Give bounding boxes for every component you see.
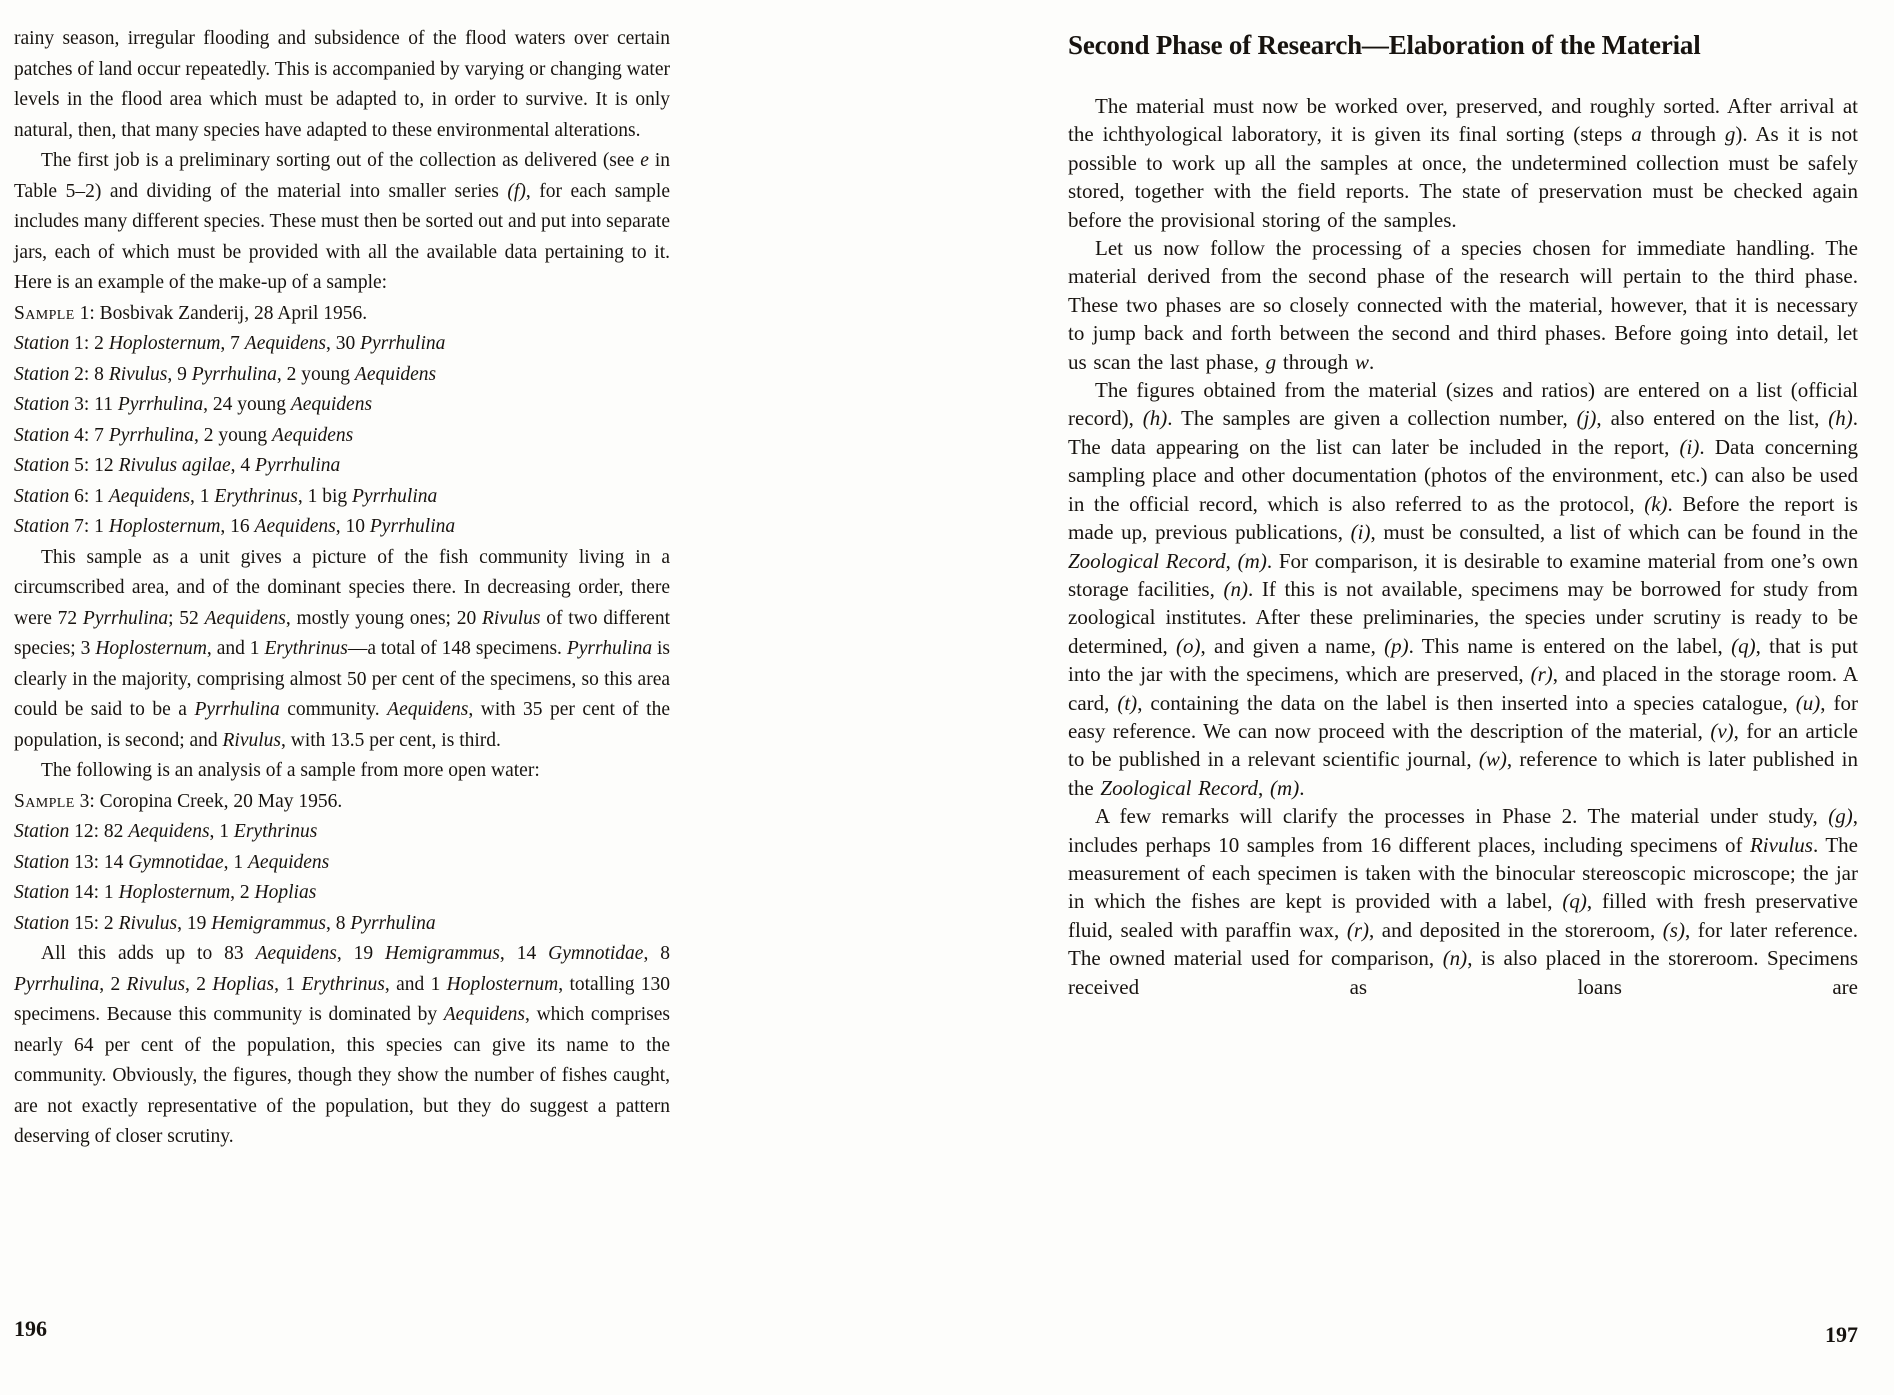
text-run: Rivulus — [126, 973, 186, 995]
text-run: , 1 — [223, 851, 248, 873]
station-line — [14, 451, 670, 482]
text-run: w — [1354, 349, 1369, 374]
text-run: Aequidens — [128, 821, 210, 842]
text-run: 4: 7 — [69, 424, 109, 446]
text-run: Rivulus — [222, 729, 282, 751]
text-run: , and 1 — [206, 638, 265, 659]
text-run: , 8 — [326, 912, 351, 934]
text-run: Aequidens — [248, 851, 330, 873]
text-run: 1: 2 — [69, 333, 109, 354]
text-run: (j) — [1576, 406, 1597, 431]
text-run: , mostly young ones; 20 — [285, 607, 482, 629]
text-run: , with 13.5 per cent, is third. — [281, 729, 501, 751]
text-run: The first job is a preliminary sorting out of the collection as delivered (see — [41, 150, 641, 171]
text-run: Pyrrhulina — [369, 516, 456, 537]
text-run: (n) — [1442, 946, 1468, 971]
text-run: (w) — [1478, 747, 1507, 772]
text-run: , 9 — [167, 363, 192, 385]
station-line — [14, 909, 670, 940]
text-run: 15: 2 — [69, 912, 119, 934]
text-run: g — [1724, 122, 1736, 147]
text-run: Station — [14, 821, 70, 842]
text-run: , includes perhaps 10 samples from 16 different places, including specimens of — [1068, 804, 1858, 857]
text-run: , 24 young — [203, 394, 291, 415]
text-run: (q) — [1562, 889, 1587, 914]
text-run: 12: 82 — [69, 821, 129, 842]
text-run: Erythrinus — [301, 973, 385, 995]
station-line — [14, 512, 670, 543]
text-run: Aequidens — [204, 607, 286, 629]
text-run: g — [1265, 349, 1277, 374]
text-run: , 2 young — [194, 424, 273, 446]
page-left — [14, 24, 670, 1153]
text-run: , must be consulted, a list of which can be found in the — [1370, 520, 1858, 545]
text-run: , 4 — [230, 455, 256, 476]
text-run: . — [1299, 775, 1305, 800]
text-run: . The measurement of each specimen is taken with the binocular stereoscopic microscope; the jar in which the fishes are kept is provided with a label, — [1068, 832, 1858, 914]
text-run: Sample — [14, 302, 75, 324]
left-page-number: 196 — [14, 1316, 47, 1341]
text-run: ; 52 — [168, 607, 205, 629]
text-run: Pyrrhulina — [350, 912, 436, 934]
text-run: , totalling 130 specimens. Because this community is dominated by — [14, 973, 671, 1025]
text-run: Zoological Record — [1100, 775, 1259, 800]
text-run: 3: Coropina Creek, 20 May 1956. — [74, 790, 343, 812]
text-run: Hoplias — [254, 882, 317, 903]
text-run: Pyrrhulina — [191, 363, 277, 385]
text-run: , 30 — [326, 333, 361, 354]
text-run: (t) — [1117, 690, 1138, 715]
text-run: . Before the report is made up, previous publications, — [1068, 491, 1858, 545]
text-run: Station — [14, 394, 70, 415]
text-run: Station — [14, 882, 70, 903]
text-run: , and 1 — [384, 973, 447, 995]
text-run: . If this is not available, specimens may be borrowed for study from zoological institutes. After these preliminaries, the species under scrutiny is ready to be determined, — [1068, 576, 1858, 658]
text-run: Station — [14, 424, 70, 446]
text-run: . Data concerning sampling place and other documentation (photos of the environment, etc.) can also be used in the official record, which is also referred to as the protocol, — [1068, 434, 1858, 516]
text-run: Station — [14, 912, 70, 934]
text-run: 3: 11 — [69, 394, 118, 415]
text-run: e — [640, 150, 649, 171]
text-run: Erythrinus — [233, 821, 318, 842]
text-run: . This name is entered on the label, — [1408, 633, 1732, 658]
text-run: Rivulus — [108, 363, 168, 385]
page-right — [1068, 26, 1858, 1001]
text-run: rainy season, irregular flooding and subsidence of the flood waters over certain patches of land occur repeatedly. This is accompanied by varying or changing water levels in the flood area which must be adapted to, in order to survive. It is only natural, then, that many species have adapted to these environmental alterations. — [14, 28, 670, 141]
text-run: , is also placed in the storeroom. Specimens received as loans are — [1068, 946, 1858, 999]
text-run: , 1 — [190, 485, 215, 507]
text-run: is clearly in the majority, comprising almost 50 per cent of the specimens, so this area could be said to be a — [14, 638, 670, 720]
text-run: (r) — [1530, 662, 1553, 687]
text-run: (h) — [1142, 406, 1168, 431]
text-run: (u) — [1795, 690, 1821, 715]
text-run: Hoplosternum — [108, 333, 221, 354]
text-run: 7: 1 — [69, 516, 109, 537]
text-run: Hemigrammus — [385, 943, 500, 964]
text-run: Aequidens — [254, 516, 336, 537]
text-run: Pyrrhulina — [194, 699, 280, 720]
text-run: Pyrrhulina — [360, 333, 446, 354]
text-run: (n) — [1223, 576, 1248, 601]
station-line — [14, 390, 670, 421]
text-run: , reference to which is later published in the — [1068, 747, 1859, 800]
right-page-number: 197 — [1825, 1322, 1858, 1347]
text-run: , 10 — [335, 516, 370, 537]
text-run: Aequidens — [443, 1004, 525, 1025]
text-run: The figures obtained from the material (sizes and ratios) are entered on a list (official record), — [1068, 378, 1858, 431]
station-line — [14, 360, 670, 391]
text-run: 14: 1 — [69, 882, 119, 903]
text-run: Aequidens — [108, 485, 191, 507]
text-run: 2: 8 — [69, 363, 109, 385]
text-run: Aequidens — [255, 943, 337, 964]
text-run: Rivulus agilae — [118, 455, 231, 476]
text-run: (g) — [1828, 804, 1853, 829]
text-run: , 2 young — [276, 363, 355, 385]
text-run: Station — [14, 516, 70, 537]
text-run: (k) — [1644, 491, 1668, 516]
text-run: Gymnotidae — [128, 851, 224, 873]
text-run: Pyrrhulina — [255, 455, 341, 476]
text-run: , filled with fresh preservative fluid, sealed with paraffin wax, — [1068, 889, 1858, 942]
text-run: Station — [14, 851, 70, 873]
text-run: , 1 — [274, 973, 302, 995]
text-run: Sample — [14, 790, 75, 812]
text-run: community. — [279, 699, 388, 720]
text-run: 5: 12 — [69, 455, 119, 476]
text-run: , 16 — [220, 516, 255, 537]
text-run: (f) — [507, 180, 526, 202]
text-run: Hoplosternum — [446, 973, 559, 995]
text-run: Station — [14, 455, 70, 476]
text-run: (s) — [1662, 917, 1685, 942]
text-run: , 19 — [177, 912, 212, 934]
text-run: , — [1258, 775, 1271, 800]
text-run: Erythrinus — [264, 638, 348, 659]
text-run: Gymnotidae — [548, 943, 644, 964]
text-run: , 2 — [230, 882, 255, 903]
text-run: , 2 — [185, 973, 213, 995]
section-heading: Second Phase of Research—Elaboration of the Material — [1068, 30, 1701, 60]
text-run: , 8 — [643, 943, 670, 964]
station-line — [14, 878, 670, 909]
sample-line — [14, 299, 670, 330]
paragraph — [14, 939, 670, 1153]
text-run: through — [1641, 122, 1725, 147]
text-run: , 14 — [499, 943, 549, 964]
text-run: , for an article to be published in a relevant scientific journal, — [1068, 718, 1858, 772]
text-run: Station — [14, 485, 70, 507]
text-run: Aequidens — [290, 394, 373, 415]
text-run: in Table 5–2) and dividing of the material into smaller series — [14, 150, 670, 202]
paragraph — [1068, 234, 1858, 376]
text-run: , with 35 per cent of the population, is second; and — [14, 699, 670, 751]
text-run: (m) — [1270, 775, 1300, 800]
station-line — [14, 329, 670, 360]
text-run: (o) — [1176, 633, 1201, 658]
text-run: Station — [14, 333, 70, 354]
text-run: Pyrrhulina — [117, 394, 204, 415]
text-run: (p) — [1384, 633, 1409, 658]
text-run: , 2 — [99, 973, 127, 995]
text-run: , containing the data on the label is then inserted into a species catalogue, — [1137, 690, 1796, 715]
text-run: , 19 — [336, 943, 386, 964]
paragraph — [14, 756, 670, 787]
text-run: , for easy reference. We can now proceed with the description of the material, — [1068, 690, 1858, 743]
text-run: Let us now follow the processing of a species chosen for immediate handling. The material derived from the second phase of the research will pertain to the third phase. These two phases are so closely connected with the material, however, that it is necessary to jump back and forth between the second and third phases. Before going into detail, let us scan the last phase, — [1068, 236, 1858, 374]
text-run: 13: 14 — [69, 851, 129, 873]
text-run: All this adds up to 83 — [41, 943, 256, 964]
text-run: Zoological Record — [1068, 548, 1226, 573]
paragraph — [14, 146, 670, 299]
paragraph — [14, 543, 670, 757]
text-run: through — [1276, 349, 1355, 374]
text-run: Hoplias — [212, 973, 275, 995]
text-run: Erythrinus — [214, 485, 298, 507]
text-run: Pyrrhulina — [352, 485, 438, 507]
text-run: Hoplosternum — [108, 516, 221, 537]
text-run: . The data appearing on the list can later be included in the report, — [1068, 406, 1858, 459]
text-run: A few remarks will clarify the processes in Phase 2. The material under study, — [1095, 804, 1829, 829]
text-run: (i) — [1350, 520, 1371, 545]
text-run: (i) — [1679, 434, 1700, 459]
text-run: Hoplosternum — [95, 638, 207, 659]
text-run: Rivulus — [118, 912, 178, 934]
text-run: , and placed in the storage room. A card, — [1068, 662, 1858, 715]
left-page-content — [14, 24, 670, 1153]
text-run: , and given a name, — [1200, 633, 1385, 658]
text-run: , which comprises nearly 64 per cent of the population, this species can give its name to the community. Obviously, the figures, though they show the number of fishes caught, are not exactly representative of the population, but they do suggest a pattern deserving of closer scrutiny. — [14, 1004, 670, 1147]
text-run: —a total of 148 specimens. — [347, 638, 567, 659]
text-run: 1: Bosbivak Zanderij, 28 April 1956. — [74, 302, 368, 324]
text-run: This sample as a unit gives a picture of the fish community living in a circumscribed area, and of the dominant species there. In decreasing order, there were 72 — [14, 546, 670, 629]
text-run: Station — [14, 363, 70, 385]
text-run: , 7 — [220, 333, 245, 354]
text-run: , for later reference. The owned material used for comparison, — [1068, 917, 1859, 971]
text-run: The material must now be worked over, preserved, and roughly sorted. After arrival at the ichthyological laboratory, it is given its final sorting (steps — [1068, 94, 1858, 147]
text-run: of two different species; 3 — [14, 607, 670, 659]
text-run: Hemigrammus — [211, 912, 327, 934]
text-run: . — [1368, 349, 1375, 374]
text-run: , 1 big — [297, 485, 353, 507]
text-run: , and deposited in the storeroom, — [1369, 917, 1663, 942]
paragraph — [14, 24, 670, 146]
text-run: Hoplosternum — [118, 882, 231, 903]
text-run: Rivulus — [481, 607, 541, 629]
text-run: Pyrrhulina — [82, 607, 169, 629]
text-run: Aequidens — [244, 333, 327, 354]
text-run: . For comparison, it is desirable to examine material from one’s own storage facilities, — [1068, 548, 1858, 601]
text-run: , 1 — [209, 821, 234, 842]
paragraph — [1068, 802, 1858, 1001]
text-run: Aequidens — [272, 424, 354, 446]
station-line — [14, 421, 670, 452]
station-line — [14, 482, 670, 513]
text-run: Pyrrhulina — [108, 424, 195, 446]
station-line — [14, 817, 670, 848]
text-run: ). As it is not possible to work up all the samples at once, the undetermined collection must be safely stored, together with the field reports. The state of preservation must be checked again before the provisional storing of the samples. — [1068, 122, 1858, 232]
text-run: (m) — [1237, 548, 1267, 573]
sample-line — [14, 787, 670, 818]
text-run: Aequidens — [354, 363, 437, 385]
text-run: , also entered on the list, — [1596, 406, 1829, 431]
text-run: 6: 1 — [69, 485, 109, 507]
text-run: a — [1631, 122, 1642, 147]
station-line — [14, 848, 670, 879]
text-run: , — [1225, 548, 1238, 573]
text-run: Pyrrhulina — [566, 638, 653, 659]
text-run: The following is an analysis of a sample from more open water: — [41, 760, 540, 781]
text-run: (v) — [1710, 718, 1734, 743]
paragraph — [1068, 92, 1858, 234]
text-run: Rivulus — [1749, 832, 1813, 857]
text-run: (r) — [1346, 917, 1369, 942]
text-run: , that is put into the jar with the specimens, which are preserved, — [1068, 633, 1858, 687]
text-run: , for each sample includes many different species. These must then be sorted out and put into separate jars, each of which must be provided with all the available data pertaining to it. Here is an example of the make-up of a sample: — [14, 180, 670, 293]
text-run: Pyrrhulina — [14, 973, 100, 995]
right-page-content — [1068, 92, 1858, 1001]
text-run: . The samples are given a collection number, — [1167, 406, 1577, 431]
text-run: (q) — [1731, 633, 1756, 658]
text-run: Aequidens — [387, 699, 469, 720]
text-run: (h) — [1828, 406, 1853, 431]
paragraph — [1068, 376, 1858, 802]
